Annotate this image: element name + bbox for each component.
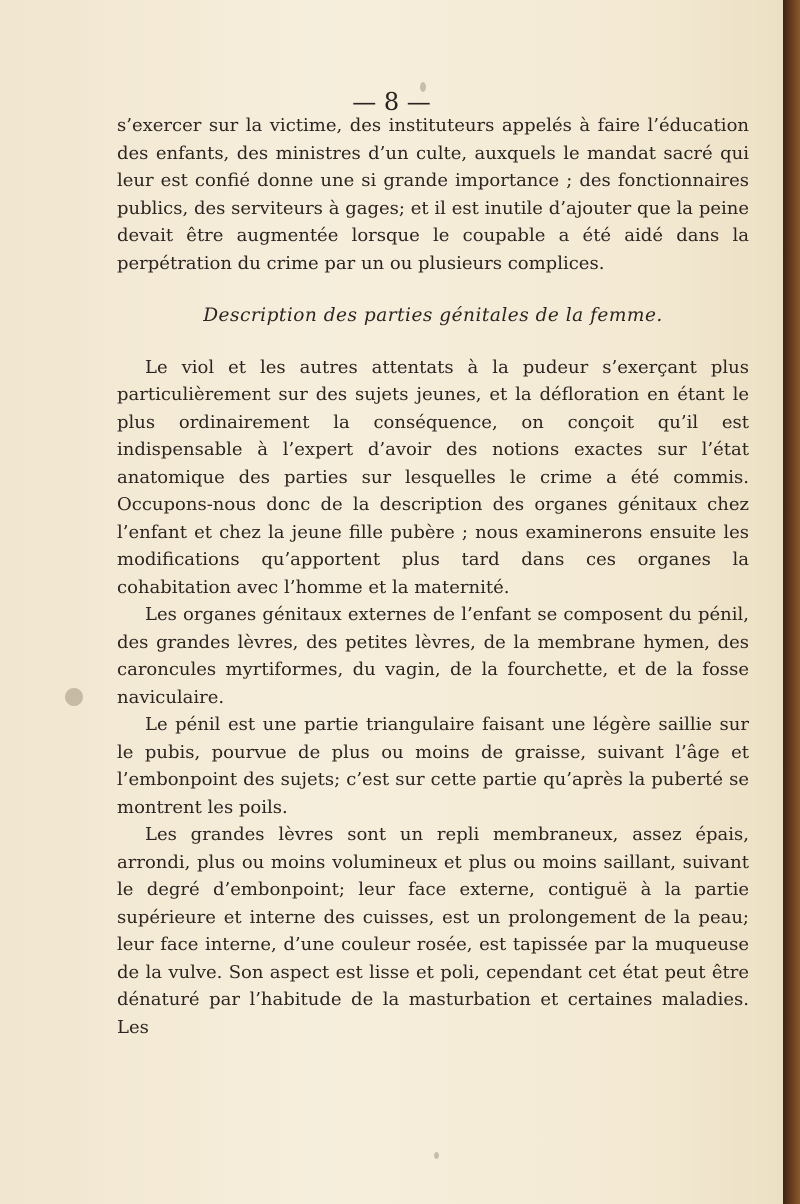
page-body (117, 112, 749, 1041)
ink-spot (420, 82, 426, 92)
section-title: Description des parties génitales de la femme. (203, 305, 663, 326)
ink-spot (434, 1152, 439, 1159)
paragraph: Les organes génitaux externes de l’enfant se composent du pénil, des grandes lèvres, des petites lèvres, de la membrane hymen, des caroncules myrtiformes, du vagin, de la fourchette, et de la fosse naviculaire. (117, 604, 749, 708)
page-number: — 8 — (352, 88, 431, 116)
paragraph: Les grandes lèvres sont un repli membraneux, assez épais, arrondi, plus ou moins volumineux et plus ou moins saillant, suivant le degré d’embonpoint; leur face externe, contiguë à la partie supérieure et interne des cuisses, est un prolongement de la peau; leur face interne, d’une couleur rosée, est tapissée par la muqueuse de la vulve. Son aspect est lisse et poli, cependant cet état peut être dénaturé par l’habitude de la masturbation et certaines maladies. Les (117, 824, 749, 1038)
opening-paragraph: s’exercer sur la victime, des instituteurs appelés à faire l’éducation des enfants, des ministres d’un culte, auxquels le mandat sacré qui leur est confié donne une si grande importance ; des fonctionnaires publics, des serviteurs à gages; et il est inutile d’ajouter que la peine devait être augmentée lorsque le coupable a été aidé dans la perpétration du crime par un ou plusieurs complices. (117, 115, 749, 274)
book-spine-edge (783, 0, 800, 1204)
paragraph: Le viol et les autres attentats à la pudeur s’exerçant plus particulièrement sur des sujets jeunes, et la défloration en étant le plus ordinairement la conséquence, on conçoit qu’il est indispensable à l’expert d’avoir des notions exactes sur l’état anatomique des parties sur lesquelles le crime a été commis. Occupons-nous donc de la description des organes génitaux chez l’enfant et chez la jeune fille pubère ; nous examinerons ensuite les modifications qu’apportent plus tard dans ces organes la cohabitation avec l’homme et la maternité. (117, 356, 749, 598)
paragraph: Le pénil est une partie triangulaire faisant une légère saillie sur le pubis, pourvue de plus ou moins de graisse, suivant l’âge et l’embonpoint des sujets; c’est sur cette partie qu’après la puberté se montrent les poils. (117, 714, 749, 818)
ink-spot (65, 688, 83, 706)
